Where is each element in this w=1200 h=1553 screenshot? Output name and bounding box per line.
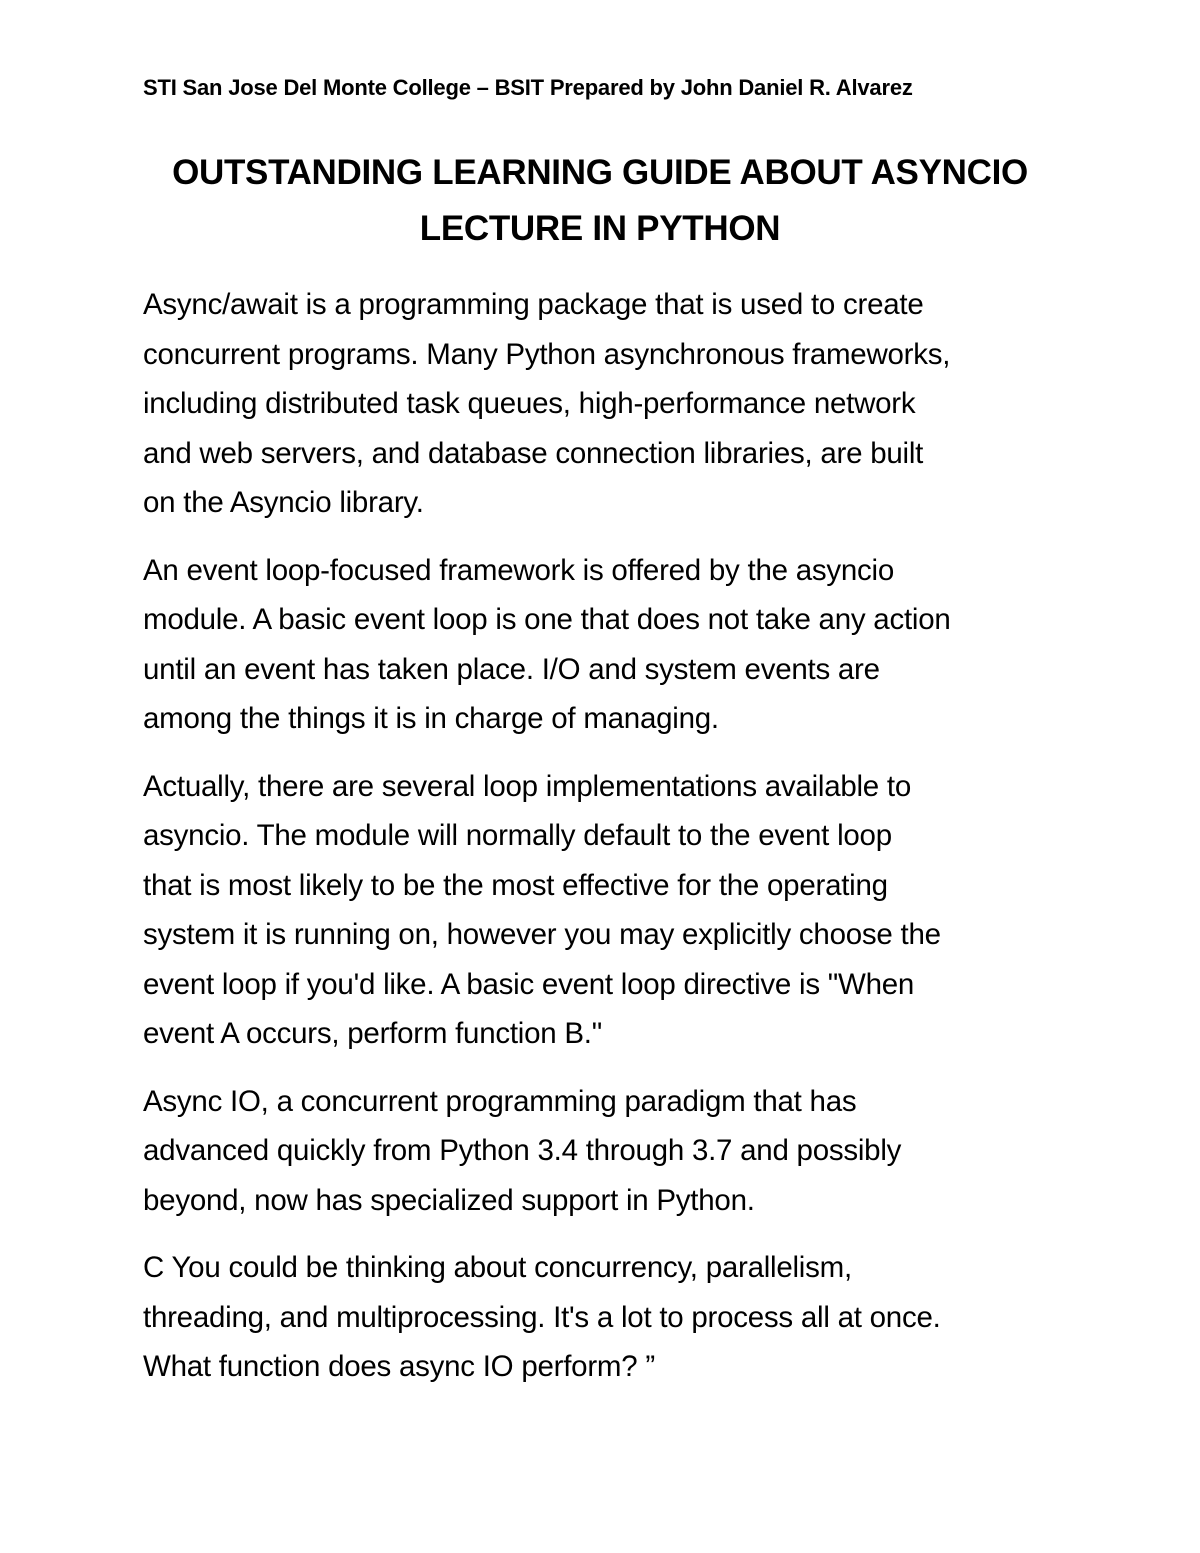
title-line-2: LECTURE IN PYTHON — [419, 209, 781, 248]
document-title — [100, 145, 1100, 257]
paragraph-line: including distributed task queues, high-performance network — [143, 387, 916, 420]
paragraph-line: beyond, now has specialized support in Python. — [143, 1183, 755, 1217]
paragraph-line: concurrent programs. Many Python asynchronous frameworks, — [143, 337, 951, 371]
paragraph-line: until an event has taken place. I/O and system events are — [143, 652, 880, 686]
paragraph-line: asyncio. The module will normally default to the event loop — [143, 819, 892, 852]
paragraph-line: on the Asyncio library. — [143, 486, 424, 519]
paragraph-line: Async/await is a programming package that is used to create — [143, 288, 924, 321]
paragraph-line: among the things it is in charge of managing. — [143, 702, 719, 735]
paragraph-line: threading, and multiprocessing. It's a lot to process all at once. — [143, 1300, 941, 1334]
paragraph-5 — [143, 1243, 1103, 1392]
paragraph-line: and web servers, and database connection libraries, are built — [143, 436, 924, 470]
paragraph-4 — [143, 1077, 1103, 1226]
paragraph-line: event A occurs, perform function B." — [143, 1017, 602, 1050]
paragraph-line: Async IO, a concurrent programming paradigm that has — [143, 1084, 857, 1118]
title-line-1: OUTSTANDING LEARNING GUIDE ABOUT ASYNCIO — [172, 153, 1028, 192]
paragraph-line: What function does async IO perform? ” — [143, 1350, 655, 1383]
paragraph-2 — [143, 546, 1103, 744]
paragraph-line: An event loop-focused framework is offered by the asyncio — [143, 553, 894, 587]
paragraph-line: event loop if you'd like. A basic event loop directive is "When — [143, 967, 915, 1001]
paragraph-line: C You could be thinking about concurrency, parallelism, — [143, 1251, 852, 1284]
paragraph-line: module. A basic event loop is one that does not take any action — [143, 603, 951, 636]
paragraph-line: advanced quickly from Python 3.4 through 3.7 and possibly — [143, 1134, 902, 1167]
paragraph-line: Actually, there are several loop implementations available to — [143, 769, 912, 803]
paragraph-line: system it is running on, however you may explicitly choose the — [143, 918, 941, 951]
document-body — [143, 280, 1103, 1410]
paragraph-3 — [143, 762, 1103, 1059]
page-header: STI San Jose Del Monte College – BSIT Prepared by John Daniel R. Alvarez — [143, 75, 913, 100]
paragraph-1 — [143, 280, 1103, 528]
paragraph-line: that is most likely to be the most effective for the operating — [143, 868, 888, 902]
